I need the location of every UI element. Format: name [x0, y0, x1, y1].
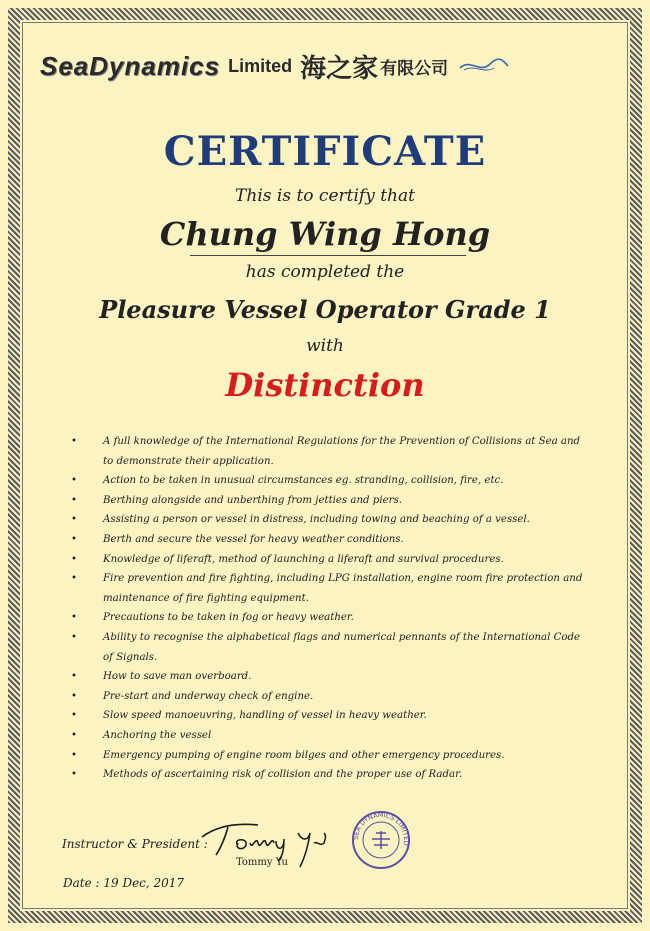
- list-item: [68, 608, 588, 628]
- list-item-text: Ability to recognise the alphabetical flags and numerical pennants of the International Code of Signals.: [103, 631, 581, 663]
- company-seal-stamp: [350, 809, 412, 871]
- list-item: [68, 746, 588, 766]
- signer-label: Instructor & President :: [62, 837, 208, 851]
- list-item: [68, 765, 588, 785]
- list-item-text: Methods of ascertaining risk of collision and the proper use of Radar.: [103, 769, 463, 781]
- signature-block: [60, 810, 600, 875]
- company-limited: Limited: [228, 55, 293, 76]
- bullet-icon: •: [71, 494, 78, 506]
- list-item: [68, 628, 588, 667]
- list-item-text: Knowledge of liferaft, method of launching a liferaft and survival procedures.: [103, 553, 504, 565]
- list-item: [68, 491, 588, 511]
- company-header: [40, 48, 610, 84]
- list-item: [68, 706, 588, 726]
- bullet-icon: •: [71, 769, 78, 781]
- list-item: [68, 471, 588, 491]
- completed-line: has completed the: [245, 262, 405, 282]
- list-item-text: A full knowledge of the International Regulations for the Prevention of Collisions at Sea and to demonstrate their application.: [103, 436, 581, 467]
- company-chinese-name: 海之家: [300, 53, 379, 84]
- list-item-text: Anchoring the vessel: [103, 729, 212, 741]
- competency-list: [68, 432, 588, 785]
- bullet-icon: •: [71, 710, 78, 722]
- list-item: [68, 687, 588, 707]
- bullet-icon: •: [71, 553, 78, 565]
- certify-line: This is to certify that: [235, 186, 415, 206]
- bullet-icon: •: [71, 631, 78, 643]
- list-item-text: Pre-start and underway check of engine.: [103, 690, 314, 702]
- list-item-text: Berth and secure the vessel for heavy weather conditions.: [103, 533, 404, 545]
- list-item-text: How to save man overboard.: [103, 671, 252, 683]
- wave-logo-icon: [458, 56, 510, 76]
- list-item-text: Slow speed manoeuvring, handling of vessel in heavy weather.: [103, 710, 427, 722]
- list-item: [68, 432, 588, 471]
- bullet-icon: •: [71, 749, 78, 761]
- list-item: [68, 530, 588, 550]
- bullet-icon: •: [71, 671, 78, 683]
- bullet-icon: •: [71, 690, 78, 702]
- bullet-icon: •: [71, 475, 78, 487]
- list-item: [68, 569, 588, 608]
- bullet-icon: •: [71, 573, 78, 585]
- name-underline: [190, 255, 466, 256]
- list-item: [68, 667, 588, 687]
- course-name: Pleasure Vessel Operator Grade 1: [99, 295, 551, 324]
- list-item: [68, 726, 588, 746]
- list-item-text: Berthing alongside and unberthing from jetties and piers.: [103, 494, 402, 506]
- with-line: with: [306, 336, 344, 356]
- seal-text: SEA DYNAMICS LIMITED: [351, 810, 411, 847]
- grade-distinction: Distinction: [225, 366, 425, 404]
- certificate-title: CERTIFICATE: [163, 128, 487, 175]
- bullet-icon: •: [71, 612, 78, 624]
- company-name: SeaDynamics: [40, 50, 221, 81]
- list-item-text: Emergency pumping of engine room bilges and other emergency procedures.: [103, 749, 505, 761]
- recipient-name: Chung Wing Hong: [159, 215, 491, 253]
- bullet-icon: •: [71, 514, 78, 526]
- bullet-icon: •: [71, 533, 78, 545]
- list-item-text: Fire prevention and fire fighting, including LPG installation, engine room fire protection and maintenance of fire fighting equipment.: [103, 573, 583, 604]
- issue-date: Date : 19 Dec, 2017: [63, 876, 185, 890]
- list-item-text: Assisting a person or vessel in distress, including towing and beaching of a vessel.: [103, 514, 530, 526]
- bullet-icon: •: [71, 436, 78, 447]
- list-item: [68, 510, 588, 530]
- signer-name: Tommy Yu: [236, 857, 288, 868]
- company-chinese-suffix: 有限公司: [380, 58, 449, 79]
- list-item: [68, 550, 588, 570]
- list-item-text: Precautions to be taken in fog or heavy weather.: [103, 612, 354, 624]
- bullet-icon: •: [71, 729, 78, 741]
- list-item-text: Action to be taken in unusual circumstances eg. stranding, collision, fire, etc.: [103, 475, 504, 487]
